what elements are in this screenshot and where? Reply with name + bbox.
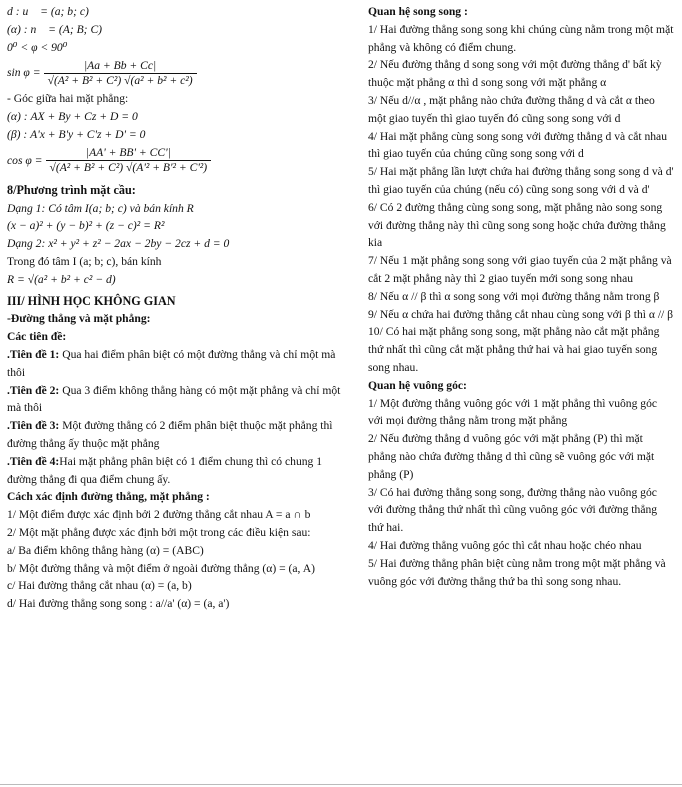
parallel-item-1: 1/ Hai đường thẳng song song khi chúng cùng nằm trong một mặt phẳng và không có điểm chung. <box>368 22 674 54</box>
vector-u-line: d : u⃗ = (a; b; c) <box>7 5 89 18</box>
angle-range-line: 0⁰ < φ < 90⁰ <box>7 40 68 54</box>
sphere-center: Trong đó tâm I (a; b; c), bán kính <box>7 254 162 268</box>
determine-title: Cách xác định đường thẳng, mặt phẳng : <box>7 490 210 504</box>
cos-fraction: $\frac{|AA' + BB' + CC'|}{\text{√(A² + B² + C²) √(A'² + B'² + C'²)}}$ <box>46 146 212 175</box>
parallel-title: Quan hệ song song : <box>368 5 468 18</box>
parallel-item-4: 4/ Hai mặt phẳng cùng song song với đường thẳng d và cắt nhau thì giao tuyến của chúng cũng song song với d <box>368 129 667 161</box>
parallel-item-9: 9/ Nếu α chứa hai đường thẳng cắt nhau cùng song với β thì α // β <box>368 307 674 321</box>
parallel-item-7: 7/ Nếu 1 mặt phẳng song song với giao tuyến của 2 mặt phẳng và cắt 2 mặt phẳng này thì 2 giao tuyến mới song song nhau <box>368 254 672 285</box>
determine-1: 1/ Một điểm được xác định bởi 2 đường thẳng cắt nhau A = a ∩ b <box>7 508 311 522</box>
condition-c: c/ Hai đường thẳng cắt nhau (α) = (a, b) <box>7 579 192 593</box>
perp-item-3: 3/ Có hai đường thẳng song song, đường thẳng nào vuông góc với đường thẳng thứ nhất thì cũng vuông góc với đường thẳng thứ hai. <box>368 485 658 535</box>
axiom-3: .Tiên đề 3: Một đường thẳng có 2 điểm phân biệt thuộc mặt phẳng thì đường thẳng ấy thuộc mặt phẳng <box>7 419 333 450</box>
bottom-rule <box>0 784 682 785</box>
perp-item-4: 4/ Hai đường thẳng vuông góc thì cắt nhau hoặc chéo nhau <box>368 538 642 552</box>
angle-planes-title: - Góc giữa hai mặt phẳng: <box>7 92 129 106</box>
condition-d: d/ Hai đường thẳng song song : a//a' (α) = (a, a') <box>7 597 230 611</box>
sin-fraction: $\frac{|Aa + Bb + Cc|}{\text{√(A² + B² + C²) √(a² + b² + c²)}}$ <box>44 59 197 88</box>
parallel-item-10: 10/ Có hai mặt phẳng song song, mặt phẳng nào cắt mặt phẳng thứ nhất thì cũng cắt mặt phẳng thứ hai và hai giao tuyến song song nhau. <box>368 325 660 374</box>
left-column <box>7 3 345 613</box>
section-title: III/ HÌNH HỌC KHÔNG GIAN <box>7 293 176 308</box>
sphere-form1: Dạng 1: Có tâm I(a; b; c) và bán kính R <box>7 201 194 215</box>
parallel-item-2: 2/ Nếu đường thẳng d song song với một đường thẳng d' bất kỳ thuộc mặt phẳng α thì d song song với mặt phẳng α <box>368 58 662 90</box>
parallel-item-6: 6/ Có 2 đường thẳng cùng song song, mặt phẳng nào song song với đường thẳng này thì cũng song song hoặc chứa đường thẳng kia <box>368 200 666 250</box>
perp-item-2: 2/ Nếu đường thẳng d vuông góc với mặt phẳng (P) thì mặt phẳng nào chứa đường thẳng d thì cũng sẽ vuông góc với mặt phẳng (P) <box>368 432 655 481</box>
sphere-eq1: (x − a)² + (y − b)² + (z − c)² = R² <box>7 219 165 233</box>
condition-a: a/ Ba điểm không thẳng hàng (α) = (ABC) <box>7 543 204 557</box>
normal-n-line: (α) : n⃗ = (A; B; C) <box>7 22 103 36</box>
parallel-item-5: 5/ Hai mặt phẳng lần lượt chứa hai đường thẳng song song d và d' thì giao tuyến của chúng (nếu có) cũng song song với d và d' <box>368 165 674 196</box>
lines-planes-title: -Đường thẳng và mặt phẳng: <box>7 312 151 326</box>
axiom-2: .Tiên đề 2: Qua 3 điểm không thẳng hàng có một mặt phẳng và chỉ một mà thôi <box>7 383 341 415</box>
right-column <box>368 3 674 590</box>
parallel-item-3: 3/ Nếu d//α , mặt phẳng nào chứa đường thẳng d và cắt α theo một giao tuyến thì giao tuyến đó cũng song song với d <box>368 93 655 125</box>
perp-item-1: 1/ Một đường thẳng vuông góc với 1 mặt phẳng thì vuông góc với mọi đường thẳng nằm trong mặt phẳng <box>368 396 658 428</box>
plane-beta-eq: (β) : A'x + B'y + C'z + D' = 0 <box>7 127 146 141</box>
axioms-title: Các tiên đề: <box>7 330 67 344</box>
determine-2: 2/ Một mặt phẳng được xác định bởi một trong các điều kiện sau: <box>7 525 311 539</box>
sphere-title: 8/Phương trình mặt cầu: <box>7 182 136 197</box>
axiom-4: .Tiên đề 4:Hai mặt phẳng phân biệt có 1 điểm chung thì có chung 1 đường thẳng đi qua điểm chung ấy. <box>7 454 323 486</box>
condition-b: b/ Một đường thẳng và một điểm ở ngoài đường thẳng (α) = (a, A) <box>7 561 315 575</box>
sphere-radius: R = √(a² + b² + c² − d) <box>7 272 116 286</box>
perpendicular-title: Quan hệ vuông góc: <box>368 378 467 392</box>
sphere-form2: Dạng 2: x² + y² + z² − 2ax − 2by − 2cz + d = 0 <box>7 237 230 251</box>
parallel-item-8: 8/ Nếu α // β thì α song song với mọi đường thẳng nằm trong β <box>368 289 660 303</box>
perp-item-5: 5/ Hai đường thẳng phân biệt cùng nằm trong một mặt phẳng và vuông góc với đường thẳng thứ ba thì song song nhau. <box>368 556 666 588</box>
sin-formula: sin φ = $\frac{|Aa + Bb + Cc|}{\text{√(A² + B² + C²) √(a² + b² + c²)}}$ <box>7 56 345 90</box>
plane-alpha-eq: (α) : AX + By + Cz + D = 0 <box>7 110 138 124</box>
cos-formula: cos φ = $\frac{|AA' + BB' + CC'|}{\text{√(A² + B² + C²) √(A'² + B'² + C'²)}}$ <box>7 144 345 178</box>
axiom-1: .Tiên đề 1: Qua hai điểm phân biệt có một đường thẳng và chỉ một mà thôi <box>7 347 336 379</box>
